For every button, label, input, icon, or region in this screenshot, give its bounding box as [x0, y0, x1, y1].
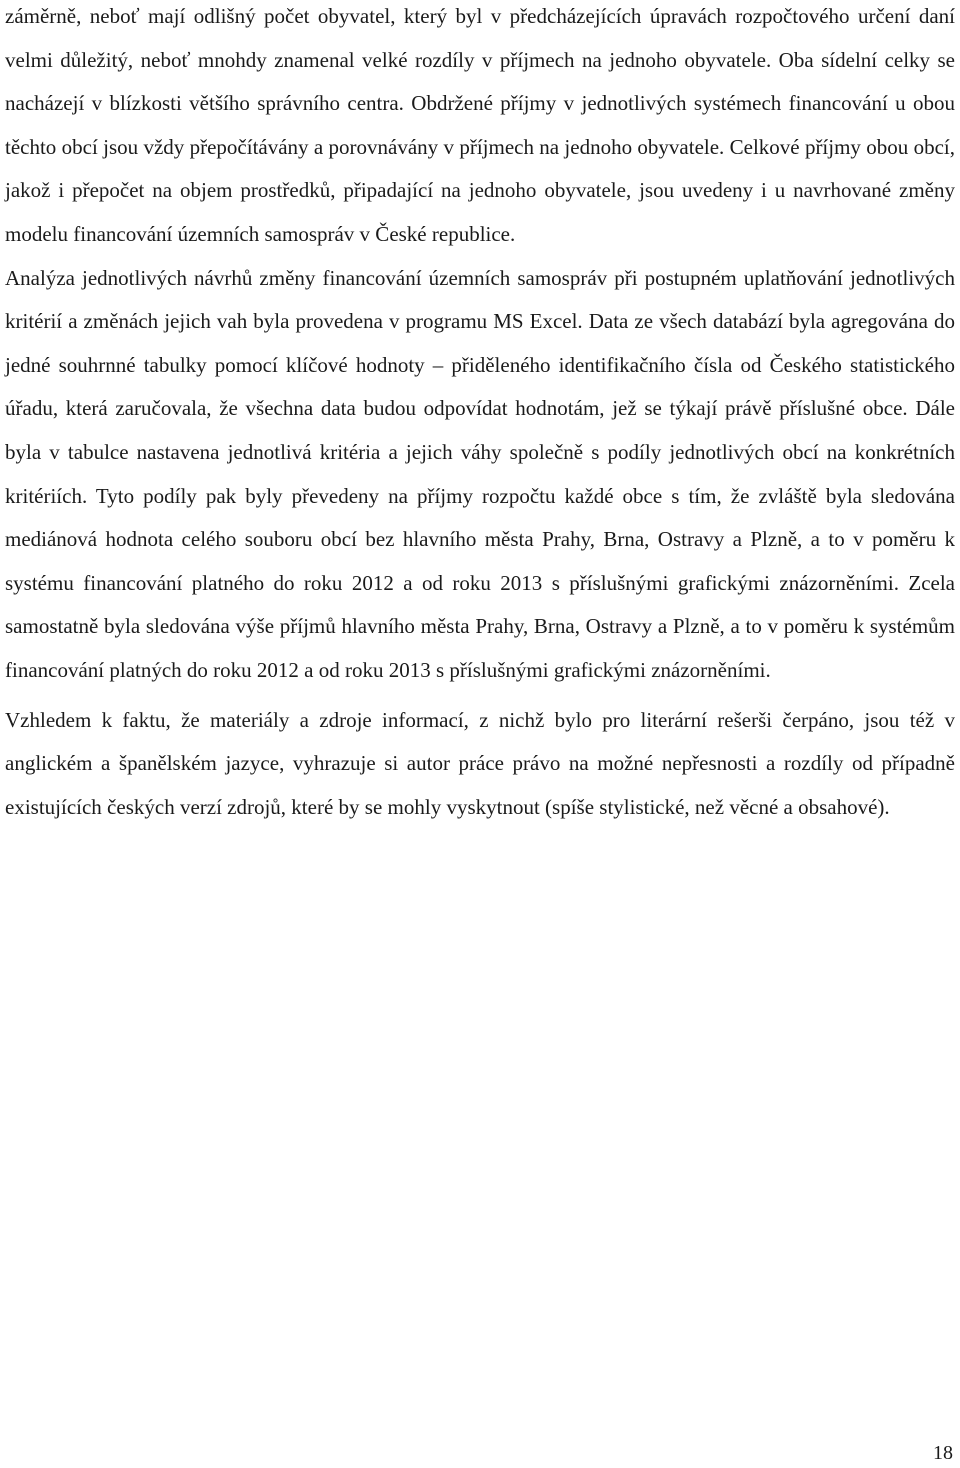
- paragraph-1: záměrně, neboť mají odlišný počet obyvatel, který byl v předcházejících úpravách rozpočtového určení daní velmi důležitý, neboť mnohdy znamenal velké rozdíly v příjmech na jednoho obyvatele. Oba sídelní celky se nacházejí v blízkosti většího správního centra. Obdržené příjmy v jednotlivých systémech financování u obou těchto obcí jsou vždy přepočítávány a porovnávány v příjmech na jednoho obyvatele. Celkové příjmy obou obcí, jakož i přepočet na objem prostředků, připadající na jednoho obyvatele, jsou uvedeny i u navrhované změny modelu financování územních samospráv v České republice.: [5, 4, 955, 246]
- document-page: [5, 0, 955, 829]
- paragraph-2: Analýza jednotlivých návrhů změny financování územních samospráv při postupném uplatňování jednotlivých kritérií a změnách jejich vah byla provedena v programu MS Excel. Data ze všech databází byla agregována do jedné souhrnné tabulky pomocí klíčové hodnoty – přiděleného identifikačního čísla od Českého statistického úřadu, která zaručovala, že všechna data budou odpovídat hodnotám, jež se týkají právě příslušné obce. Dále byla v tabulce nastavena jednotlivá kritéria a jejich váhy společně s podíly jednotlivých obcí na konkrétních kritériích. Tyto podíly pak byly převedeny na příjmy rozpočtu každé obce s tím, že zvláště byla sledována mediánová hodnota celého souboru obcí bez hlavního města Prahy, Brna, Ostravy a Plzně, a to v poměru k systému financování platného do roku 2012 a od roku 2013 s příslušnými grafickými znázorněními. Zcela samostatně byla sledována výše příjmů hlavního města Prahy, Brna, Ostravy a Plzně, a to v poměru k systémům financování platných do roku 2012 a od roku 2013 s příslušnými grafickými znázorněními.: [5, 265, 955, 682]
- paragraph-3: Vzhledem k faktu, že materiály a zdroje informací, z nichž bylo pro literární rešerši čerpáno, jsou též v anglickém a španělském jazyce, vyhrazuje si autor práce právo na možné nepřesnosti a rozdíly od případně existujících českých verzí zdrojů, které by se mohly vyskytnout (spíše stylistické, než věcné a obsahové).: [5, 707, 955, 819]
- page-number: 18: [933, 1442, 953, 1464]
